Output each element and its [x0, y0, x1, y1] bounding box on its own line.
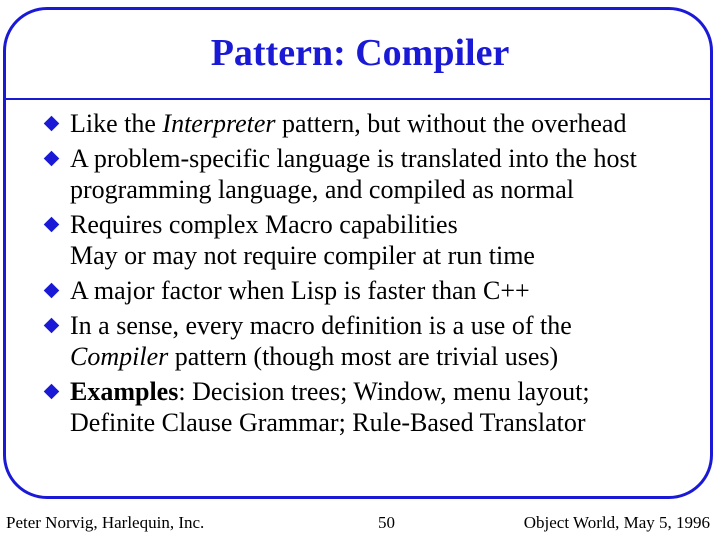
- diamond-bullet-icon: [44, 283, 60, 299]
- bullet-line: Compiler pattern (though most are trivial uses): [70, 342, 559, 371]
- footer-event: Object World, May 5, 1996: [523, 513, 710, 532]
- diamond-bullet-icon: [44, 217, 60, 233]
- bullet-item: [44, 209, 704, 271]
- footer-page-number: 50: [378, 513, 395, 532]
- footer-author: Peter Norvig, Harlequin, Inc.: [6, 513, 205, 532]
- bullet-line: Examples: Decision trees; Window, menu layout;: [70, 377, 590, 406]
- bullet-item: [44, 310, 704, 372]
- bullet-item: [44, 143, 704, 205]
- bullet-item: [44, 108, 704, 139]
- bullet-line: Like the Interpreter pattern, but without the overhead: [70, 109, 627, 138]
- bullet-line: Definite Clause Grammar; Rule-Based Translator: [70, 408, 586, 437]
- title-divider: [6, 98, 710, 100]
- bullet-line: Requires complex Macro capabilities: [70, 210, 458, 239]
- bullet-item: [44, 275, 704, 306]
- diamond-bullet-icon: [44, 116, 60, 132]
- slide-title: Pattern: Compiler: [210, 32, 510, 74]
- bullet-line: In a sense, every macro definition is a use of the: [70, 311, 572, 340]
- diamond-bullet-icon: [44, 318, 60, 334]
- bullet-line: A problem-specific language is translated into the host: [70, 144, 637, 173]
- bullet-line: programming language, and compiled as normal: [70, 175, 574, 204]
- bullet-line: May or may not require compiler at run time: [70, 241, 535, 270]
- bullet-line: A major factor when Lisp is faster than C++: [70, 276, 530, 305]
- diamond-bullet-icon: [44, 151, 60, 167]
- bullet-list: [44, 108, 704, 442]
- bullet-item: [44, 376, 704, 438]
- diamond-bullet-icon: [44, 384, 60, 400]
